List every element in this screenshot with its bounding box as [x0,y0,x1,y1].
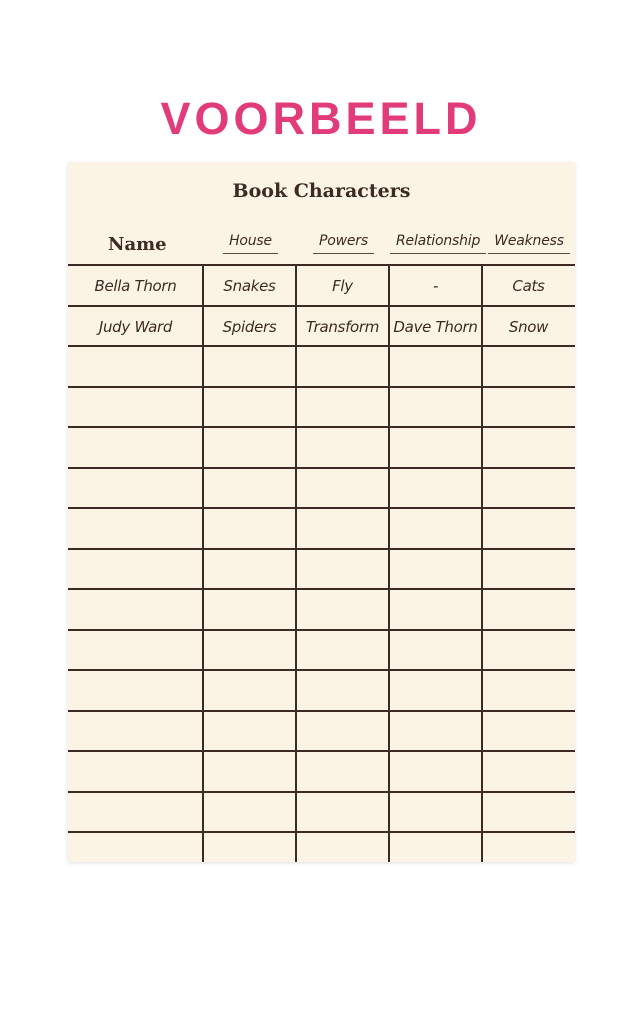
table-cell [203,469,296,509]
table-cell [68,590,203,630]
table-cell [203,833,296,873]
column-header-powers [297,228,390,258]
sheet-title: Book Characters [232,180,411,202]
table-cell [482,388,575,428]
table-cell [482,469,575,509]
column-header-label: Powers [313,229,374,254]
table-cell [296,712,389,752]
table-cell [68,712,203,752]
column-header-label: Relationship [390,229,486,254]
table-cell [296,631,389,671]
table-cell [389,469,482,509]
column-header-label: Weakness [488,229,570,254]
table-cell [482,631,575,671]
table-cell [68,793,203,833]
column-header-name: Name [108,234,167,255]
column-header-label: House [223,229,278,254]
table-cell: Transform [305,317,380,336]
table-cell [203,712,296,752]
table-cell: Fly [332,277,353,295]
table-cell: Spiders [222,317,277,336]
table-cell [296,428,389,468]
table-cell [389,631,482,671]
table-cell: Cats [512,277,545,295]
table-cell [203,509,296,549]
table-cell [482,833,575,873]
table-cell [482,671,575,711]
table-cell [482,550,575,590]
table-cell [68,469,203,509]
character-sheet [68,162,575,862]
table-cell [296,833,389,873]
table-cell [68,833,203,873]
table-cell [203,590,296,630]
table-cell [389,347,482,387]
table-cell [296,793,389,833]
table-cell: Snow [508,317,549,336]
table-cell [296,388,389,428]
table-cell [68,550,203,590]
table-cell [482,428,575,468]
table-cell: Snakes [223,277,276,295]
table-cell [203,347,296,387]
table-cell [296,509,389,549]
table-cell [389,833,482,873]
table-cell [389,712,482,752]
table-cell [389,509,482,549]
character-table [68,264,575,862]
table-cell [203,793,296,833]
table-cell [296,469,389,509]
table-cell [482,590,575,630]
table-cell [389,388,482,428]
table-cell [203,631,296,671]
table-cell: Judy Ward [98,317,173,336]
table-cell [296,752,389,792]
table-cell [68,752,203,792]
table-cell: Bella Thorn [94,277,177,295]
table-cell [389,671,482,711]
table-cell [68,428,203,468]
table-cell [68,347,203,387]
table-cell [68,509,203,549]
column-header-weakness [483,228,575,258]
table-cell [482,347,575,387]
table-cell [389,793,482,833]
table-cell [203,428,296,468]
table-cell [389,590,482,630]
table-cell [203,550,296,590]
table-cell: Dave Thorn [393,317,478,336]
column-header-house [204,228,297,258]
table-cell [203,388,296,428]
watermark-voorbeeld: VOORBEELD [160,93,482,144]
table-cell [389,550,482,590]
table-cell [68,631,203,671]
table-cell [389,752,482,792]
table-cell [296,550,389,590]
table-cell [296,671,389,711]
table-cell: - [432,277,439,295]
table-cell [296,347,389,387]
table-cell [389,428,482,468]
table-cell [203,671,296,711]
table-cell [482,712,575,752]
table-cell [68,388,203,428]
table-cell [68,671,203,711]
table-cell [482,793,575,833]
table-cell [296,590,389,630]
table-cell [203,752,296,792]
table-cell [482,509,575,549]
column-header-relationship [390,228,483,258]
table-cell [482,752,575,792]
